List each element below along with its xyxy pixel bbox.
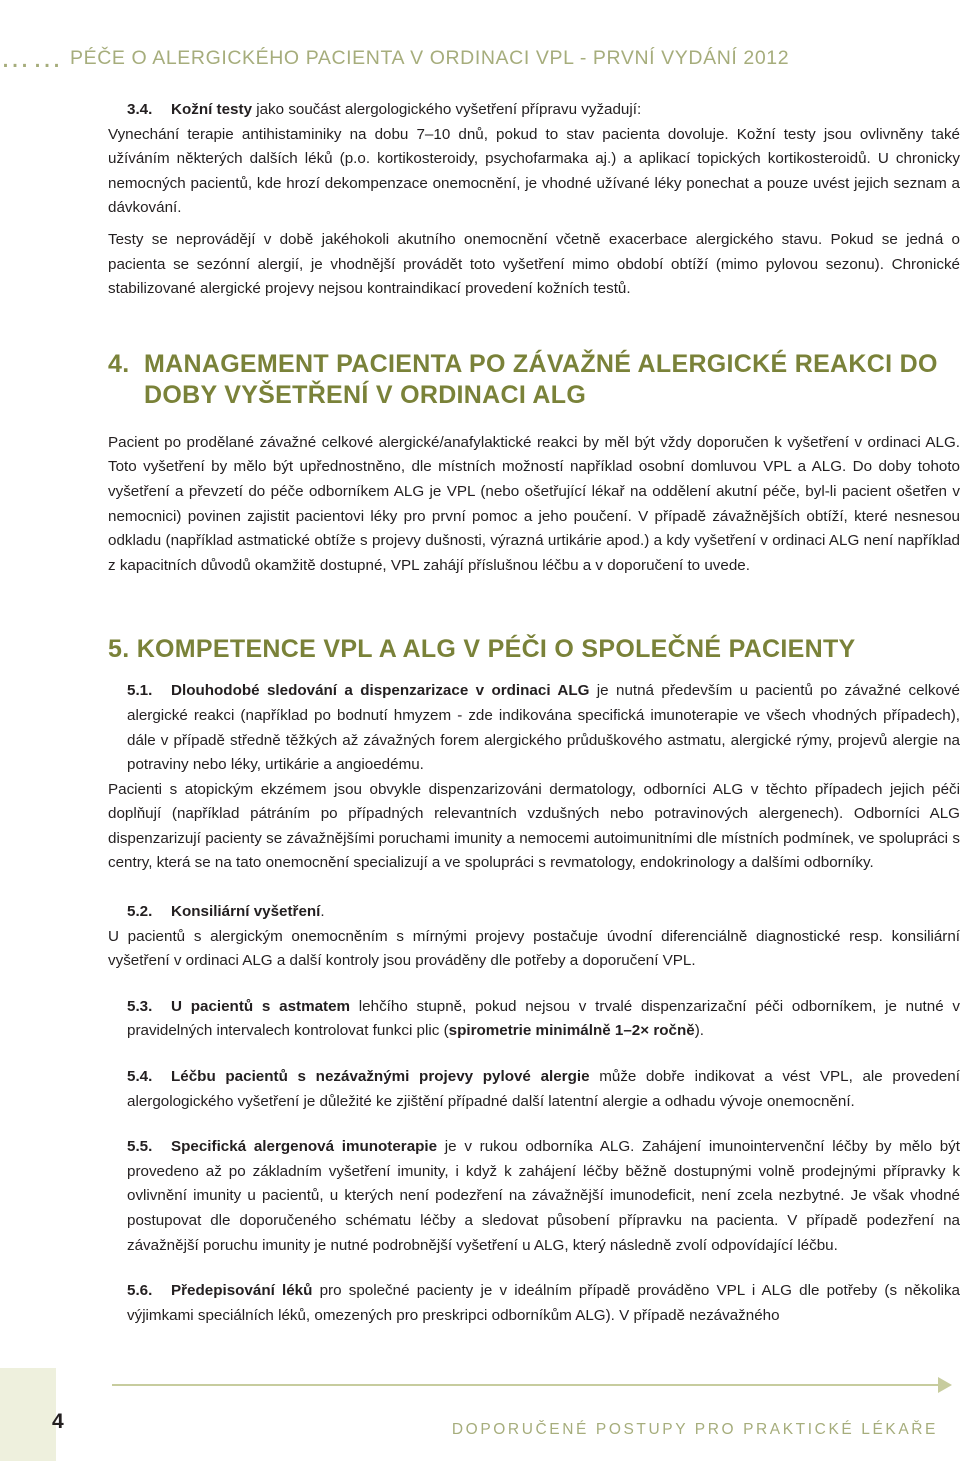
section-number: 5.2. [127,903,153,921]
section-5-6 [108,1279,960,1328]
section-3-4-paragraph-1: Vynechání terapie antihistaminiky na dobu 7–10 dnů, pokud to stav pacienta dovoluje. Kožní testy jsou ovlivněny také užíváním některých dalších léků (p.o. kortikosteroidy, psychofarmaka aj.) a aplikací topických kortikosteroidů. U chronicky nemocných pacientů, kde hrozí dekompenzace onemocnění, je vhodné užívané léky ponechat a pouze uvést jejich seznam a dávkování. [108,125,960,217]
section-4-body: Pacient po prodělané závažné celkové alergické/anafylaktické reakci by měl být vždy doporučen k vyšetření v ordinaci ALG. Toto vyšetření by mělo být upřednostněno, dle místních možností například osobní domluvou VPL a ALG. Do doby tohoto vyšetření a převzetí do péče odborníkem ALG je VPL (nebo ošetřující lékař na oddělení akutní péče, byl-li pacient ošetřen v nemocnici) povinen zajistit pacientovi léky pro první pomoc a jeho poučení. V případě závažnějších obtíží, které nesnesou odkladu (například astmatické obtíže s projevy dušnosti, výrazná urtikárie apod.) a kdy vyšetření v ordinaci ALG není například z kapacitních důvodů okamžitě dostupné, VPL zahájí příslušnou léčbu a v doporučení to uvede. [108,433,960,574]
section-number: 5.5. [127,1138,153,1156]
section-text: je v rukou odborníka ALG. Zahájení imunointervenční léčby by mělo být provedeno až po základním vyšetření imunity, i když k zahájení léčby běžně dostupnými volně prodejnými přípravky k ovlivnění imunity u pacientů, u kterých není podezření na závažnější imunodeficit, není zcela nezbytné. Je však vhodné postupovat dle doporučeného schématu léčby a sledovat působení přípravku na pacienta. V případě podezření na závažnější poruchu imunity je nutné podrobnější vyšetření u ALG, který následně zvolí odpovídající léčbu. [127,1138,960,1254]
section-number: 3.4. [127,101,153,118]
section-5-heading: 5. KOMPETENCE VPL A ALG V PÉČI O SPOLEČNÉ PACIENTY [108,635,856,664]
footer-rule [112,1384,940,1386]
arrow-right-icon [938,1377,952,1393]
running-header [0,38,789,78]
section-3-4-paragraph-2: Testy se neprovádějí v době jakéhokoli akutního onemocnění včetně exacerbace alergického stavu. Pokud se jedná o pacienta se sezónní alergií, je vhodnější provádět toto vyšetření mimo období obtíží (mimo pylovou sezonu). Chronické stabilizované alergické projevy nejsou kontraindikací provedení kožních testů. [108,230,960,298]
page-number: 4 [52,1410,64,1433]
section-4-title-line-1: MANAGEMENT PACIENTA PO ZÁVAŽNÉ ALERGICKÉ REAKCI DO [144,349,938,378]
page-number-tab [0,1368,56,1461]
header-dots: …… [0,41,64,74]
section-text: lehčího stupně, pokud nejsou v trvalé dispenzarizační péči odborníkem, je nutné v pravidelných intervalech kontrolovat funkci plic ( [127,997,960,1040]
section-5-2 [108,900,960,925]
section-lead-dot: . [320,903,325,921]
section-lead: Léčbu pacientů s nezávažnými projevy pylové alergie [171,1068,590,1086]
section-text: jako součást alergologického vyšetření přípravu vyžadují: [252,101,642,118]
section-text: je nutná především u pacientů po závažné celkové alergické reakci (například po bodnutí hmyzem - zde indikována specifická imunoterapie ve všech vhodných případech), dále v případě středně těžkých až závažných forem alergického průduškového astmatu, alergické rýmy, projevů alergie na potraviny nebo léky, urtikárie a angioedému. [127,682,960,774]
section-lead: Dlouhodobé sledování a dispenzarizace v ordinaci ALG [171,682,590,700]
section-number: 5.3. [127,997,153,1015]
section-lead: U pacientů s astmatem [171,997,351,1015]
section-5-3 [108,995,960,1044]
section-4-heading [108,349,960,411]
section-4-number: 4. [108,349,130,378]
section-number: 5.1. [127,682,153,700]
section-number: 5.4. [127,1068,153,1086]
section-text: může dobře indikovat a vést VPL, ale provedení alergologického vyšetření je důležité ke zjištění případné další latentní alergie a odhadu vývoje onemocnění. [127,1068,960,1110]
section-5-1 [108,679,960,777]
section-emphasis: spirometrie minimálně 1–2× ročně [448,1022,695,1040]
section-3-4-intro [108,98,960,123]
section-5-5 [108,1135,960,1258]
section-lead: Kožní testy [171,101,253,118]
section-5-1-paragraph-2: Pacienti s atopickým ekzémem jsou obvykle dispenzarizováni dermatology, odborníci ALG v těchto případech jejich péči doplňují (například pátráním po případných relevantních vzdušných nebo potravinových alergenech). Odborníci ALG dispenzarizují pacienty se závažnějšími poruchami imunity a nemocemi autoimunitními dle místních podmínek, ve spolupráci s centry, která se na tato onemocnění specializují a ve spolupráci s revmatology, endokrinology a dalšími odborníky. [108,780,960,872]
section-5-2-text: U pacientů s alergickým onemocněním s mírnými projevy postačuje úvodní diferenciálně diagnostické resp. konsiliární vyšetření v ordinaci ALG a další kontroly jsou prováděny dle potřeby a doporučení VPL. [108,927,960,970]
section-number: 5.6. [127,1282,153,1300]
footer-title: DOPORUČENÉ POSTUPY PRO PRAKTICKÉ LÉKAŘE [451,1421,938,1438]
section-text-end: ). [694,1022,704,1040]
page-content [108,98,960,1328]
section-text: pro společné pacienty je v ideálním případě prováděno VPL i ALG dle potřeby (s několika výjimkami speciálních léků, omezených pro preskripci odborníkům ALG). V případě nezávažného [127,1282,960,1324]
section-lead: Předepisování léků [171,1282,313,1300]
header-title: PÉČE O ALERGICKÉHO PACIENTA V ORDINACI VPL - PRVNÍ VYDÁNÍ 2012 [70,46,790,69]
section-5-4 [108,1065,960,1114]
section-lead: Specifická alergenová imunoterapie [171,1138,438,1156]
section-lead: Konsiliární vyšetření [171,903,321,921]
section-4-title-line-2: DOBY VYŠETŘENÍ V ORDINACI ALG [144,380,587,409]
